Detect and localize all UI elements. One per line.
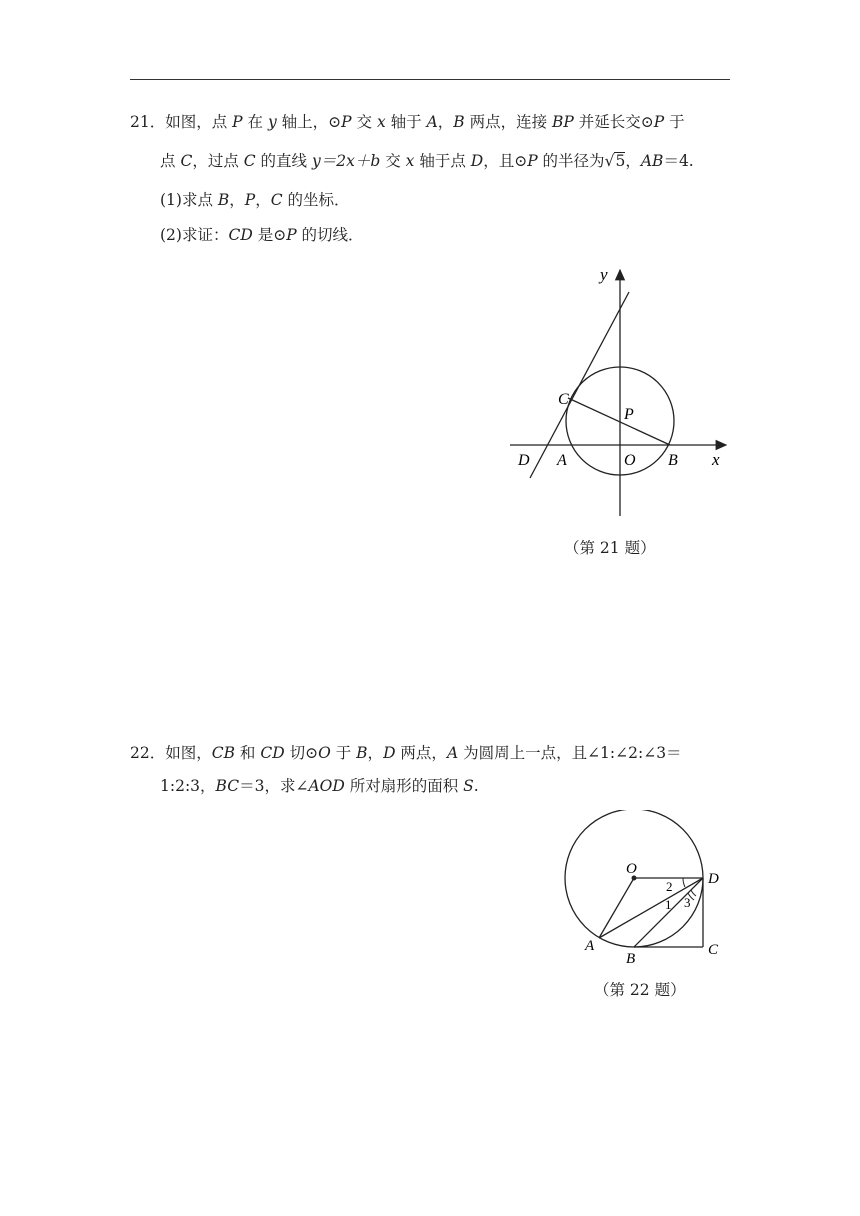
- angle-2-arc: [683, 878, 685, 887]
- q21-sub2: (2)求证：CD 是⊙P 的切线．: [160, 226, 364, 244]
- label-c: C: [558, 391, 569, 408]
- label-b: B: [668, 452, 678, 469]
- label-p: P: [624, 406, 634, 423]
- figure-21-caption: （第 21 题）: [564, 539, 656, 557]
- figure-22-diagram: [556, 810, 736, 970]
- header-rule: [130, 79, 730, 80]
- label-b: B: [626, 951, 636, 967]
- label-o: O: [624, 452, 636, 469]
- figure-21-diagram: [500, 258, 740, 528]
- label-angle-3: 3: [684, 895, 691, 910]
- segment-oa: [599, 878, 634, 938]
- label-y: y: [600, 265, 608, 284]
- angle-3-arc-inner: [691, 890, 696, 896]
- figure-21: [500, 258, 740, 528]
- label-x: x: [712, 450, 720, 469]
- label-d: D: [708, 871, 719, 887]
- label-d: D: [518, 452, 530, 469]
- label-c: C: [708, 942, 719, 958]
- q21-sub1: (1)求点 B，P，C 的坐标．: [160, 191, 350, 209]
- figure-22: [556, 810, 736, 970]
- label-o: O: [626, 861, 637, 877]
- label-a: A: [557, 452, 567, 469]
- q21-line2: 点 C，过点 C 的直线 y＝2x＋b 交 x 轴于点 D，且⊙P 的半径为√5，AB＝4.: [160, 152, 694, 170]
- tangent-line-cd: [530, 292, 629, 478]
- q21-line1: 21．如图，点 P 在 y 轴上，⊙P 交 x 轴于 A，B 两点，连接 BP 并延长交⊙P 于: [130, 113, 685, 131]
- label-angle-1: 1: [665, 897, 672, 912]
- label-angle-2: 2: [666, 879, 673, 894]
- q22-line2: 1:2:3，BC＝3，求∠AOD 所对扇形的面积 S.: [160, 777, 479, 795]
- label-a: A: [585, 938, 595, 954]
- segment-cb: [568, 398, 670, 445]
- q22-line1: 22．如图，CB 和 CD 切⊙O 于 B，D 两点，A 为圆周上一点，且∠1:∠2:∠3＝: [130, 744, 682, 762]
- figure-22-caption: （第 22 题）: [594, 981, 686, 999]
